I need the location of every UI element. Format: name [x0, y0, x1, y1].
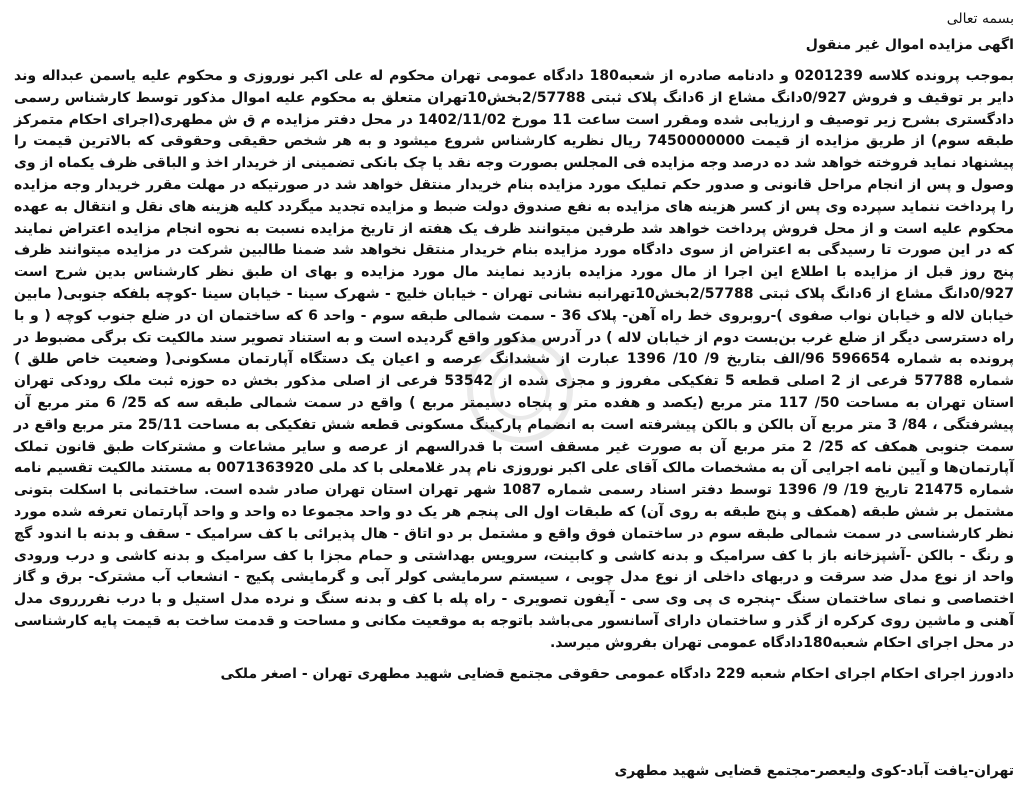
notice-document — [14, 8, 1014, 685]
bismillah-heading: بسمه تعالی — [946, 11, 1014, 27]
notice-title: اگهی مزایده اموال غیر منقول — [805, 37, 1014, 53]
notice-body: بموجب پرونده کلاسه 0201239 و دادنامه صادره از شعبه180 دادگاه عمومی تهران محکوم له علی اکبر نوروزی و محکوم علیه یاسمن عبداله وند دایر بر توقیف و فروش 0/927دانگ مشاع از 6دانگ پلاک ثبتی 2/57788بخش10تهران متعلق به محکوم علیه اموال مذکور توسط کارشناس رسمی دادگستری بشرح زیر توصیف و ارزیابی شده ومقرر است ساعت 11 مورخ 1402/11/02 در محل دفتر مزایده م ق ش مطهری(اجرای احکام متمرکز طبقه سوم) از طریق مزایده از قیمت 7450000000 ریال نظریه کارشناس شروع میشود و به هر شخص حقیقی وحقوقی که بالاترین قیمت را پیشنهاد نماید فروخته خواهد شد ده درصد وجه مزایده فی المجلس بصورت وجه نقد یا چک بانکی تضمینی از خریدار اخذ و الباقی ظرف یکماه از وی وصول و پس از انجام مراحل قانونی و صدور حکم تملیک مورد مزایده بنام خریدار منتقل خواهد شد در صورتیکه در مهلت مقرر خریدار وجه مزایده را پرداخت ننماید سپرده وی پس از کسر هزینه های مزایده به نفع صندوق دولت ضبط و مزایده تجدید میگردد کلیه هزینه های نقل و انتقال به عهده محکوم علیه است و از محل فروش پرداخت خواهد شد طرفین میتوانند ظرف یک هفته از تاریخ مزایده نسبت به نحوه انجام مزایده اعتراض نمایند که در این صورت تا رسیدگی به اعتراض از سوی دادگاه مورد مزایده بنام خریدار منتقل نخواهد شد ضمنا طالبین شرکت در مزایده میتوانند ظرف پنج روز قبل از مزایده با اطلاع این اجرا از مال مورد مزایده بازدید نمایند مال مورد مزایده و بهای ان طبق نظر کارشناس بدین شرح است 0/927دانگ مشاع از 6دانگ پلاک ثبتی 2/57788بخش10تهرانبه نشانی تهران - خیابان خلیج - شهرک سینا - خیابان سینا -کوچه بلفکه جنوبی( مابین خیابان لاله و خیابان نواب صفوی )-روبروی خط راه آهن- پلاک 36 - سمت شمالی طبقه سوم - واحد 6 که ساختمان ان در ضلع جنوب کوچه ( و با راه دسترسی دیگر از ضلع غرب بن‌بست دوم از خیابان لاله ) در آدرس مذکور واقع گردیده است و به استناد تصویر سند مالکیت تک برگی مضبوط در پرونده به شماره 596654 96/الف بتاریخ 9/ 10/ 1396 عبارت از ششدانگ عرصه و اعیان یک دستگاه آپارتمان مسکونی( وضعیت خاص طلق ) شماره 57788 فرعی از 2 اصلی قطعه 5 تفکیکی مفروز و مجزی شده از 53542 فرعی از اصلی مذکور بخش ده حوزه ثبت ملک رودکی تهران استان تهران به مساحت 50/ 117 متر مربع (یکصد و هفده متر و پنجاه دسیمتر مربع ) واقع در سمت شمالی طبقه سه که 25/ 6 متر مربع آن پیشرفتگی ، 84/ 3 متر مربع آن بالکن و بالکن پیشرفته است به انضمام پارکینگ مسکونی قطعه شش تفکیکی به مساحت 25/11 متر مربع واقع در سمت جنوبی همکف که 25/ 2 متر مربع آن به صورت غیر مسقف است با قدرالسهم از عرصه و سایر مشاعات و مشترکات طبق قانون تملک آپارتمان‌ها و آیین نامه اجرایی آن به مشخصات مالک آقای علی اکبر نوروزی نام پدر غلامعلی با کد ملی 0071363920 به مستند مالکیت تقسیم نامه شماره 21475 تاریخ 19/ 9/ 1396 توسط دفتر اسناد رسمی شماره 1087 شهر تهران استان تهران صادر شده است. ساختمانی با اسکلت بتونی مشتمل بر شش طبقه (همکف و پنج طبقه به روی آن) که طبقات اول الی پنجم هر یک دو واحد مجموعا ده واحد و واحد آپارتمان تعرفه شده مورد نظر کارشناسی در سمت شمالی طبقه سوم در ساختمان فوق واقع و مشتمل بر دو اتاق - هال پذیرائی با کف سرامیک - سقف و بدنه با اندود گچ و رنگ - بالکن -آشپزخانه باز با کف سرامیک و بدنه کاشی و کابینت، سرویس بهداشتی و حمام مجزا با کف سرامیک و بدنه کاشی و درب ورودی واحد از نوع مدل ضد سرقت و دربهای داخلی از نوع مدل چوبی ، سیستم سرمایشی کولر آبی و گرمایشی پکیج - انشعاب آب مشترک- برق و گاز اختصاصی و نمای ساختمان سنگ -پنجره ی پی وی سی - آیفون تصویری - راه پله با کف و بدنه سنگ و نرده مدل استیل و با درب نفررروی مدل آهنی و ماشین روی کرکره از گذر و ساختمان دارای آسانسور می‌باشد باتوجه به موقعیت مکانی و مساحت و قدمت ساخت به قیمت پایه کارشناسی در محل اجرای احکام شعبه180دادگاه عمومی تهران بفروش میرسد. — [14, 68, 1015, 651]
signature-line: دادورز اجرای احکام اجرای احکام شعبه 229 دادگاه عمومی حقوقی مجتمع قضایی شهید مطهری تهران - اصغر ملکی — [220, 665, 1014, 682]
office-address: تهران-یافت آباد-کوی ولیعصر-مجتمع قضایی شهید مطهری — [614, 763, 1014, 779]
